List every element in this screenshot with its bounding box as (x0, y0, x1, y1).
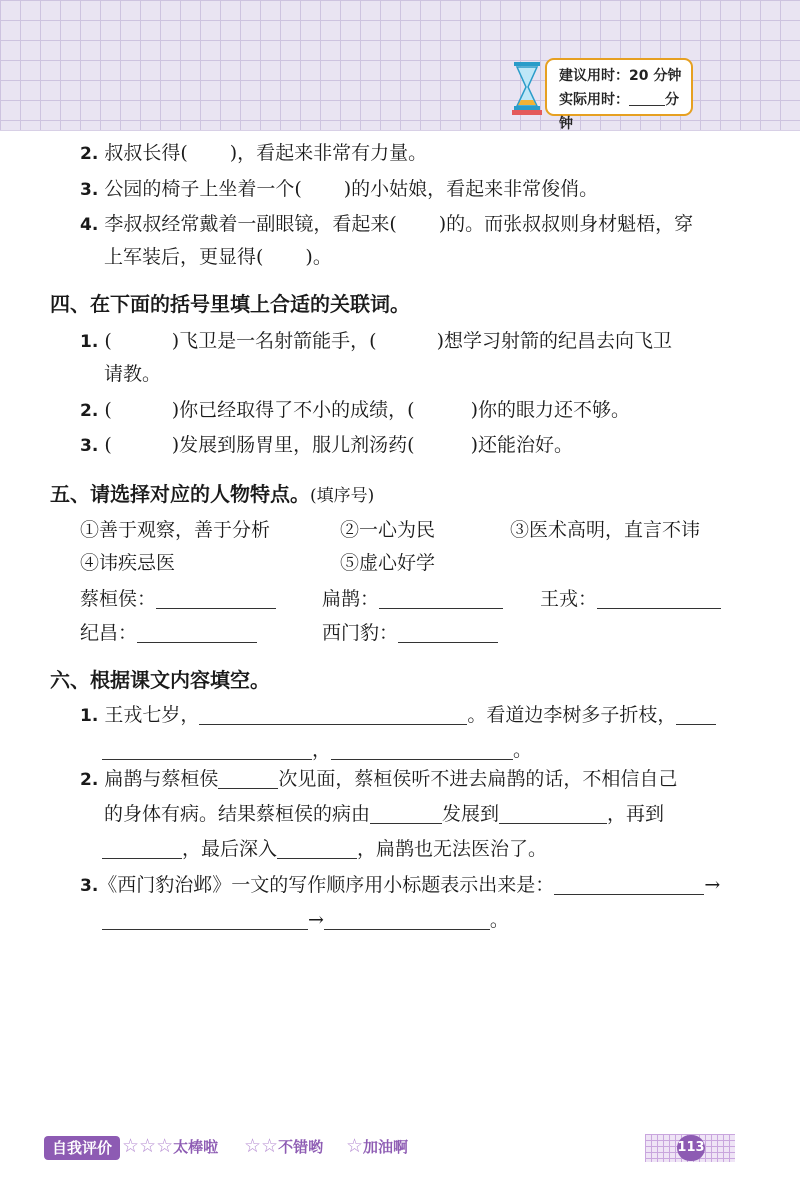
answer-blank[interactable] (199, 706, 467, 725)
option-2: ②一心为民 (340, 519, 436, 541)
actual-time-blank[interactable] (629, 91, 665, 106)
answer-blank[interactable] (324, 911, 490, 930)
name-cai-huanhou: 蔡桓侯： (80, 584, 276, 611)
footer (0, 1128, 800, 1186)
name-ximen-bao: 西门豹： (322, 618, 498, 645)
page-number-badge (645, 1134, 735, 1162)
answer-blank[interactable] (554, 876, 704, 895)
s6-q1: 1. 王戎七岁， 。看道边李树多子折枝， (80, 702, 716, 729)
answer-blank[interactable] (597, 590, 721, 609)
answer-blank[interactable] (102, 741, 312, 760)
option-1: ①善于观察，善于分析 (80, 519, 271, 541)
self-eval-label: 自我评价 (44, 1136, 120, 1160)
option-4: ④讳疾忌医 (80, 552, 176, 574)
rating-great[interactable]: ☆☆☆太棒啦 (122, 1135, 219, 1157)
s3-item-2: 2. 叔叔长得( )，看起来非常有力量。 (80, 142, 428, 164)
answer-blank[interactable] (499, 805, 607, 824)
name-ji-chang: 纪昌： (80, 618, 257, 645)
s6-q3-cont: → 。 (102, 907, 509, 933)
s4-item-1-cont: 请教。 (104, 363, 162, 385)
s6-q2-cont2: ，最后深入 ，扁鹊也无法医治了。 (102, 836, 547, 862)
answer-blank[interactable] (137, 624, 257, 643)
suggested-time: 建议用时：20 分钟 (559, 68, 682, 84)
s6-q1-cont: ， 。 (102, 737, 532, 763)
answer-blank[interactable] (156, 590, 276, 609)
s3-item-4-cont: 上军装后，更显得( )。 (104, 246, 332, 268)
s6-q2: 2. 扁鹊与蔡桓侯 次见面，蔡桓侯听不进去扁鹊的话，不相信自己 (80, 768, 678, 790)
s3-item-3: 3. 公园的椅子上坐着一个( )的小姑娘，看起来非常俊俏。 (80, 178, 599, 200)
answer-blank[interactable] (379, 590, 503, 609)
page-number: 113 (677, 1135, 705, 1161)
star-icon: ☆ (346, 1135, 364, 1157)
name-bian-que: 扁鹊： (322, 584, 503, 611)
answer-blank[interactable] (102, 840, 182, 859)
option-3: ③医术高明，直言不讳 (510, 519, 701, 541)
answer-blank[interactable] (218, 770, 278, 789)
rating-keep-going[interactable]: ☆加油啊 (346, 1135, 409, 1157)
s6-q2-cont: 的身体有病。结果蔡桓侯的病由 发展到 ，再到 (104, 803, 665, 825)
answer-blank[interactable] (102, 911, 308, 930)
s4-item-2: 2. ( )你已经取得了不小的成绩，( )你的眼力还不够。 (80, 399, 631, 421)
section-6-title: 六、根据课文内容填空。 (50, 668, 270, 692)
s4-item-1: 1. ( )飞卫是一名射箭能手，( )想学习射箭的纪昌去向飞卫 (80, 330, 673, 352)
answer-blank[interactable] (398, 624, 498, 643)
name-wang-rong: 王戎： (540, 584, 721, 611)
rating-good[interactable]: ☆☆不错哟 (244, 1135, 324, 1157)
section-4-title: 四、在下面的括号里填上合适的关联词。 (50, 292, 410, 316)
s6-q3: 3.《西门豹治邺》一文的写作顺序用小标题表示出来是： → (80, 874, 721, 896)
answer-blank[interactable] (277, 840, 357, 859)
answer-blank[interactable] (676, 706, 716, 725)
star-icon: ☆☆ (244, 1135, 279, 1157)
s4-item-3: 3. ( )发展到肠胃里，服儿剂汤药( )还能治好。 (80, 434, 574, 456)
section-5-title: 五、请选择对应的人物特点。(填序号) (50, 482, 375, 506)
answer-blank[interactable] (370, 805, 442, 824)
actual-time: 实际用时： 分钟 (559, 92, 679, 132)
answer-blank[interactable] (331, 741, 513, 760)
option-5: ⑤虚心好学 (340, 552, 436, 574)
s3-item-4: 4. 李叔叔经常戴着一副眼镜，看起来( )的。而张叔叔则身材魁梧，穿 (80, 213, 694, 235)
time-box (545, 58, 693, 132)
hourglass-icon (510, 60, 544, 116)
star-icon: ☆☆☆ (122, 1135, 174, 1157)
